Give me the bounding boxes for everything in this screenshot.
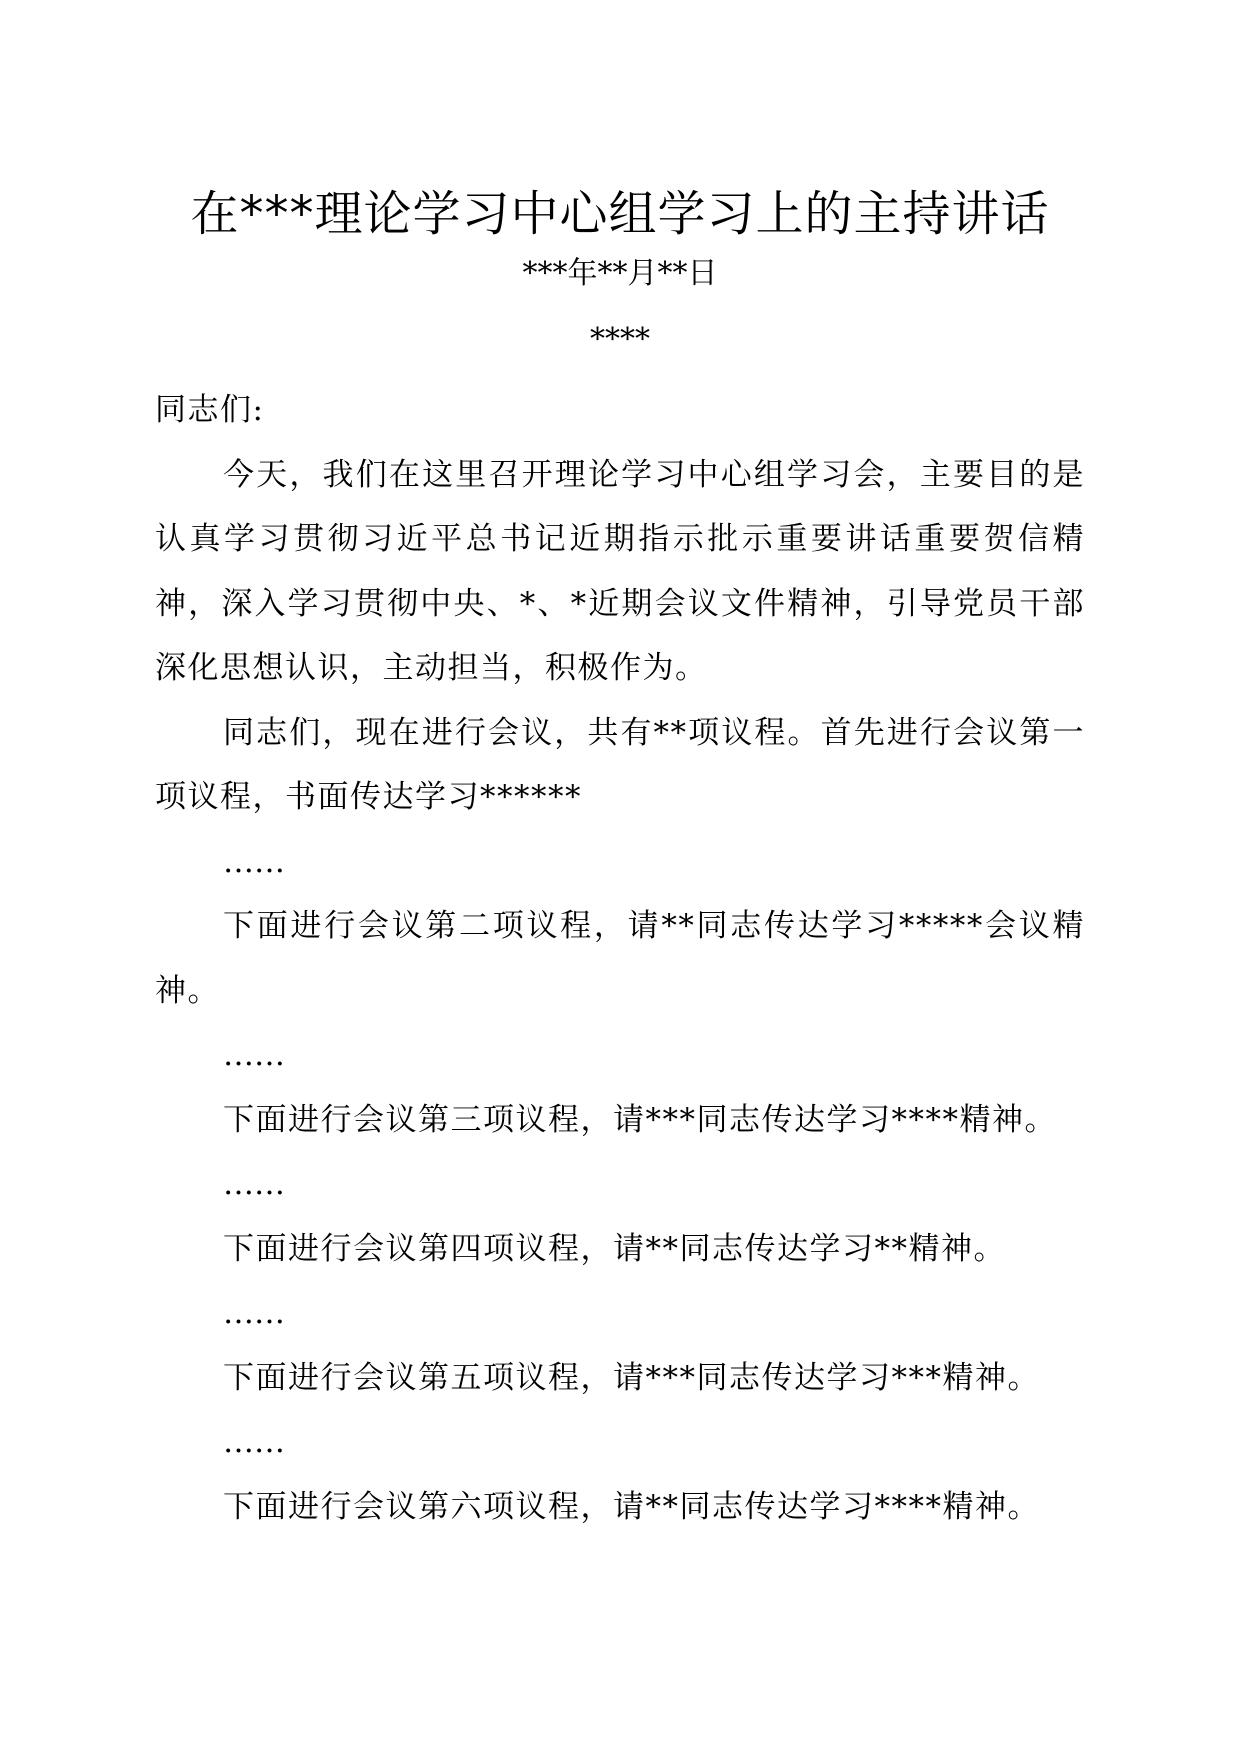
ellipsis: …… <box>223 1295 285 1331</box>
document-date: ***年**月**日 <box>522 256 718 291</box>
paragraph-opening: 今天，我们在这里召开理论学习中心组学习会，主要目的是认真学习贯彻习近平总书记近期指示批示重要讲话重要贺信精神，深入学习贯彻中央、*、*近期会议文件精神，引导党员干部深化思想认识，主动担当，积极作为。 <box>155 456 1085 686</box>
paragraph-agenda-6: 下面进行会议第六项议程，请**同志传达学习****精神。 <box>223 1488 1040 1525</box>
paragraph-agenda-4: 下面进行会议第四项议程，请**同志传达学习**精神。 <box>223 1230 1006 1267</box>
paragraph-agenda-5: 下面进行会议第五项议程，请***同志传达学习***精神。 <box>223 1359 1040 1396</box>
paragraph-agenda-1: 同志们，现在进行会议，共有**项议程。首先进行会议第一项议程，书面传达学习****** <box>155 714 1085 815</box>
document-title: 在***理论学习中心组学习上的主持讲话 <box>190 186 1050 242</box>
ellipsis: …… <box>223 843 285 880</box>
ellipsis: …… <box>223 1424 285 1460</box>
paragraph-agenda-3: 下面进行会议第三项议程，请***同志传达学习****精神。 <box>223 1101 1057 1138</box>
ellipsis: …… <box>223 1166 285 1202</box>
salutation: 同志们: <box>155 392 265 428</box>
ellipsis: …… <box>223 1037 285 1073</box>
paragraph-agenda-2: 下面进行会议第二项议程，请**同志传达学习*****会议精神。 <box>155 908 1085 1009</box>
document-body <box>155 378 1085 1539</box>
document-author: **** <box>590 322 650 357</box>
